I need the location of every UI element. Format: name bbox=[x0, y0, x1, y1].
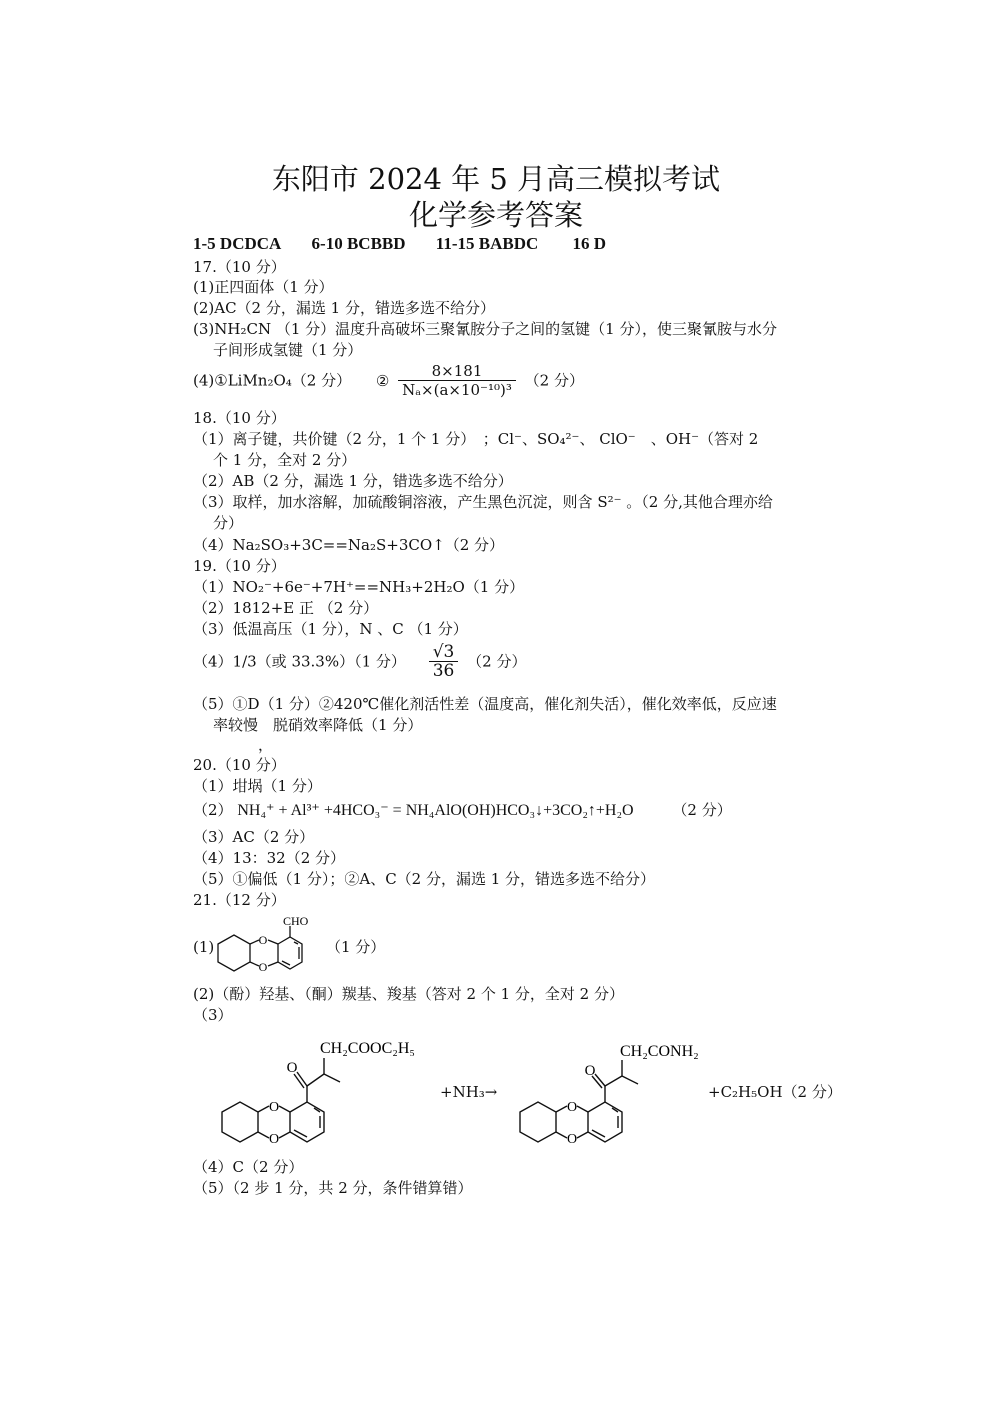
q21-heading: 21.（12 分） bbox=[193, 891, 286, 909]
oxygen-label: O bbox=[566, 1100, 578, 1115]
q19-heading: 19.（10 分） bbox=[193, 557, 286, 575]
q18-answer-3: （3）取样，加水溶解，加硫酸铜溶液，产生黑色沉淀，则含 S²⁻ 。（2 分,其他合理亦给 bbox=[193, 493, 773, 511]
q17-answer-4-marker: ② bbox=[375, 371, 390, 390]
reactant-structure bbox=[210, 1034, 425, 1154]
q19-answer-4-score: （2 分） bbox=[467, 652, 527, 671]
fraction-numerator: 8×181 bbox=[398, 362, 516, 381]
q19-answer-3: （3）低温高压（1 分），N 、C （1 分） bbox=[193, 620, 468, 638]
q19-answer-5: （5）①D（1 分）②420℃催化剂活性差（温度高，催化剂失活），催化效率低，反应速 bbox=[193, 695, 777, 713]
carbonyl-oxygen-label: O bbox=[286, 1060, 298, 1076]
ester-chain-label: CH₂COOC₂H₅ bbox=[320, 1040, 415, 1057]
page-subtitle: 化学参考答案 bbox=[408, 198, 583, 232]
structure-1-aldehyde bbox=[206, 914, 316, 980]
q21-answer-5: （5）（2 步 1 分，共 2 分，条件错算错） bbox=[193, 1179, 473, 1197]
q17-answer-3: (3)NH₂CN （1 分）温度升高破坏三聚氰胺分子之间的氢键（1 分），使三聚氰胺与水分 bbox=[193, 320, 777, 338]
q18-answer-1: （1）离子键，共价键（2 分，1 个 1 分） ；Cl⁻、SO₄²⁻、 ClO⁻ 、OH⁻（答对 2 bbox=[193, 430, 759, 448]
q17-answer-2: (2)AC（2 分，漏选 1 分，错选多选不给分） bbox=[193, 299, 495, 317]
ratio-fraction bbox=[429, 643, 459, 680]
stray-comma: ， bbox=[258, 736, 274, 754]
mc-group-3: 11-15 BABDC bbox=[435, 234, 539, 253]
q20-answer-3: （3）AC（2 分） bbox=[193, 828, 315, 846]
aldehyde-structure-drawing bbox=[206, 914, 316, 980]
q17-answer-4-part1: (4)①LiMn₂O₄（2 分） bbox=[193, 371, 352, 390]
mc-group-4: 16 D bbox=[572, 234, 607, 253]
q18-answer-3-cont: 分） bbox=[213, 514, 244, 532]
q19-answer-5-cont: 率较慢 脱硝效率降低（1 分） bbox=[213, 716, 423, 734]
density-fraction bbox=[398, 362, 516, 399]
fraction-numerator: √3 bbox=[429, 643, 459, 662]
q19-answer-1: （1）NO₂⁻+6e⁻+7H⁺==NH₃+2H₂O（1 分） bbox=[193, 578, 525, 596]
q20-heading: 20.（10 分） bbox=[193, 756, 286, 774]
q17-heading: 17.（10 分） bbox=[193, 258, 286, 276]
fraction-denominator: Nₐ×(a×10⁻¹⁰)³ bbox=[402, 381, 512, 399]
q18-answer-4: （4）Na₂SO₃+3C==Na₂S+3CO↑（2 分） bbox=[193, 536, 505, 554]
q21-answer-4: （4）C（2 分） bbox=[193, 1158, 304, 1176]
mc-group-1: 1-5 DCDCA bbox=[193, 234, 282, 253]
fraction-denominator: 36 bbox=[432, 661, 455, 681]
q21-answer-1-label: (1) bbox=[193, 938, 215, 956]
amide-structure-drawing bbox=[508, 1034, 723, 1154]
mc-group-2: 6-10 BCBBD bbox=[311, 234, 406, 253]
page-title: 东阳市 2024 年 5 月高三模拟考试 bbox=[271, 162, 721, 196]
oxygen-label: O bbox=[258, 960, 268, 974]
q20-answer-4: （4）13：32（2 分） bbox=[193, 849, 346, 867]
multiple-choice-answers bbox=[193, 234, 606, 254]
plus-ammonia: +NH₃→ bbox=[440, 1083, 498, 1101]
q17-answer-3-cont: 子间形成氢键（1 分） bbox=[213, 341, 363, 359]
q21-answer-3-label: （3） bbox=[193, 1006, 233, 1024]
oxygen-label: O bbox=[566, 1132, 578, 1147]
cho-label: CHO bbox=[283, 914, 309, 928]
chemical-equation: NH₄⁺ + Al³⁺ +4HCO₃⁻ = NH₄AlO(OH)HCO₃↓+3CO₂↑+H₂O bbox=[237, 802, 634, 819]
oxygen-label: O bbox=[268, 1132, 280, 1147]
oxygen-label: O bbox=[258, 933, 268, 947]
q17-answer-4 bbox=[193, 362, 584, 399]
plus-ethanol: +C₂H₅OH（2 分） bbox=[708, 1083, 842, 1101]
q20-answer-2-label: （2） bbox=[193, 801, 233, 819]
q20-answer-2-score: （2 分） bbox=[672, 801, 732, 819]
q20-answer-5: （5）①偏低（1 分）；②A、C（2 分，漏选 1 分，错选多选不给分） bbox=[193, 870, 656, 888]
q18-answer-1-cont: 个 1 分，全对 2 分） bbox=[213, 451, 357, 469]
ester-structure-drawing bbox=[210, 1034, 425, 1154]
q20-answer-1: （1）坩埚（1 分） bbox=[193, 777, 322, 795]
q17-answer-1: (1)正四面体（1 分） bbox=[193, 278, 334, 296]
product-structure bbox=[508, 1034, 723, 1154]
q20-answer-2 bbox=[193, 800, 732, 821]
amide-chain-label: CH₂CONH₂ bbox=[620, 1043, 699, 1060]
q17-answer-4-score: （2 分） bbox=[524, 371, 584, 390]
q19-answer-4 bbox=[193, 643, 526, 680]
q19-answer-4-part1: （4）1/3（或 33.3%）（1 分） bbox=[193, 652, 406, 671]
q19-answer-2: （2）1812+E 正 （2 分） bbox=[193, 599, 379, 617]
q21-answer-1-score: （1 分） bbox=[326, 938, 386, 956]
carbonyl-oxygen-label: O bbox=[584, 1063, 596, 1079]
q18-heading: 18.（10 分） bbox=[193, 409, 286, 427]
q18-answer-2: （2）AB（2 分，漏选 1 分，错选多选不给分） bbox=[193, 472, 513, 490]
q21-answer-2: (2)（酚）羟基、（酮）羰基、羧基（答对 2 个 1 分，全对 2 分） bbox=[193, 985, 624, 1003]
oxygen-label: O bbox=[268, 1100, 280, 1115]
